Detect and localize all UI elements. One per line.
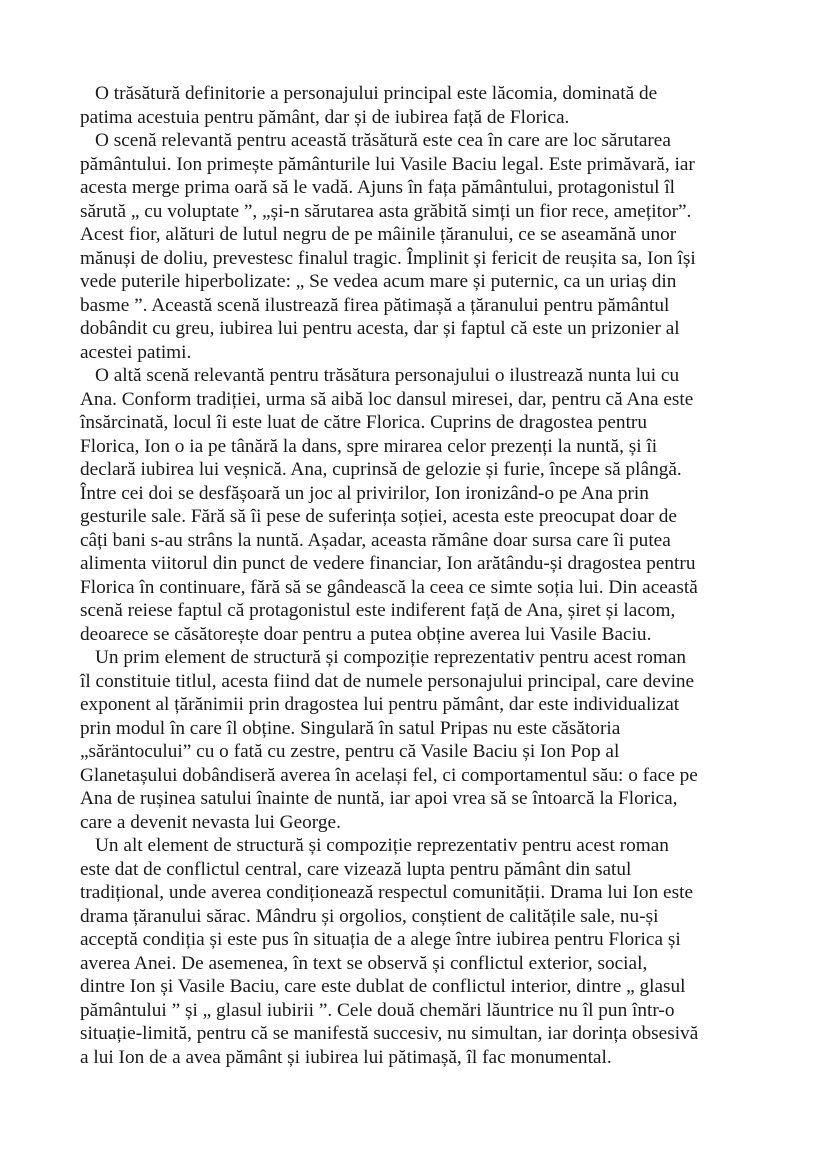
text-line: acceptă condiția și este pus în situația de a alege între iubirea pentru Florica și	[80, 929, 681, 950]
text-line: „săräntocului” cu o fată cu zestre, pentru că Vasile Baciu și Ion Pop al	[80, 741, 620, 762]
text-line: Florica în continuare, fără să se gândească la ceea ce simte soția lui. Din această	[80, 576, 698, 598]
text-line: tradițional, unde averea condiționează respectul comunității. Drama lui Ion este	[80, 882, 694, 903]
text-line: dintre Ion și Vasile Baciu, care este dublat de conflictul interior, dintre „ glasul	[80, 976, 686, 997]
text-line: sărută „ cu voluptate ”, „și-n sărutarea asta grăbită simți un fior rece, amețitor”.	[80, 200, 692, 222]
paragraph-central-conflict	[80, 834, 760, 1069]
text-line: drama țăranului sărac. Mândru și orgolios, conștient de calitățile sale, nu-și	[80, 905, 659, 927]
text-line: Ana de rușinea satului înainte de nuntă, iar apoi vrea să se întoarcă la Florica,	[80, 788, 678, 809]
text-line: Un alt element de structură și compoziție reprezentativ pentru acest roman	[95, 835, 669, 856]
text-line: averea Anei. De asemenea, în text se observă și conflictul exterior, social,	[80, 952, 648, 974]
text-line: Ana. Conform tradiției, urma să aibă loc dansul miresei, dar, pentru că Ana este	[80, 388, 694, 410]
paragraph-wedding-scene	[80, 364, 760, 646]
text-line: acesta merge prima oară să le vadă. Ajuns în fața pământului, protagonistul îl	[80, 177, 676, 198]
paragraph-title-element	[80, 646, 760, 834]
text-line: dobândit cu greu, iubirea lui pentru acesta, dar și faptul că este un prizonier al	[80, 318, 680, 339]
text-line: vede puterile hiperbolizate: „ Se vedea acum mare și puternic, ca un uriaș din	[80, 271, 677, 292]
text-line: basme ”. Această scenă ilustrează firea pătimașă a țăranului pentru pământul	[80, 294, 670, 316]
text-line: care a devenit nevasta lui George.	[80, 811, 341, 833]
text-line: O trăsătură definitorie a personajului principal este lăcomia, dominată de	[95, 83, 658, 104]
text-line: însărcinată, locul îi este luat de către Florica. Cuprins de dragostea pentru	[80, 412, 647, 433]
text-line: declară iubirea lui veșnică. Ana, cuprinsă de gelozie și furie, începe să plângă.	[80, 459, 682, 480]
text-line: îl constituie titlul, acesta fiind dat de numele personajului principal, care devine	[80, 670, 695, 692]
text-line: Acest fior, alături de lutul negru de pe mâinile țăranului, ce se aseamănă unor	[80, 224, 677, 245]
text-line: alimenta viitorul din punct de vedere financiar, Ion arătându-și dragostea pentru	[80, 553, 696, 574]
paragraph-land-kiss-scene	[80, 129, 760, 364]
text-line: gesturile sale. Fără să îi pese de suferința soției, acesta este preocupat doar de	[80, 506, 677, 527]
text-line: prin modul în care îl obține. Singulară în satul Pripas nu este căsătoria	[80, 717, 621, 739]
text-line: deoarece se căsătorește doar pentru a putea obține averea lui Vasile Baciu.	[80, 623, 652, 645]
text-line: exponent al țărănimii prin dragostea lui pentru pământ, dar este individualizat	[80, 694, 680, 715]
text-line: a lui Ion de a avea pământ și iubirea lui pătimașă, îl fac monumental.	[80, 1046, 612, 1068]
text-line: acestei patimi.	[80, 341, 192, 363]
text-line: pământului. Ion primește pământurile lui Vasile Baciu legal. Este primăvară, iar	[80, 153, 695, 175]
text-line: câți bani s-au strâns la nuntă. Așadar, aceasta rămâne doar sursa care îi putea	[80, 529, 671, 551]
text-line: scenă reiese faptul că protagonistul este indiferent față de Ana, șiret și lacom,	[80, 600, 676, 621]
text-line: situație-limită, pentru că se manifestă succesiv, nu simultan, iar dorința obsesivă	[80, 1023, 699, 1044]
paragraph-greed-trait	[80, 82, 760, 129]
text-line: pământului ” și „ glasul iubirii ”. Cele două chemări lăuntrice nu îl pun într-o	[80, 999, 675, 1021]
text-line: Glanetașului dobândiseră averea în același fel, ci comportamentul său: o face pe	[80, 764, 698, 786]
text-line: Un prim element de structură și compoziție reprezentativ pentru acest roman	[95, 647, 687, 668]
text-line: O altă scenă relevantă pentru trăsătura personajului o ilustrează nunta lui cu	[95, 365, 680, 386]
text-line: Între cei doi se desfășoară un joc al privirilor, Ion ironizând-o pe Ana prin	[80, 482, 649, 504]
document-body	[80, 82, 760, 1069]
text-line: mănuși de doliu, prevestesc finalul tragic. Împlinit și fericit de reușita sa, Ion își	[80, 247, 696, 269]
text-line: este dat de conflictul central, care vizează lupta pentru pământ din satul	[80, 858, 632, 880]
text-line: patima acestuia pentru pământ, dar și de iubirea față de Florica.	[80, 106, 570, 128]
text-line: Florica, Ion o ia pe tânără la dans, spre mirarea celor prezenți la nuntă, și îi	[80, 435, 658, 457]
text-line: O scenă relevantă pentru această trăsătură este cea în care are loc sărutarea	[95, 130, 671, 151]
